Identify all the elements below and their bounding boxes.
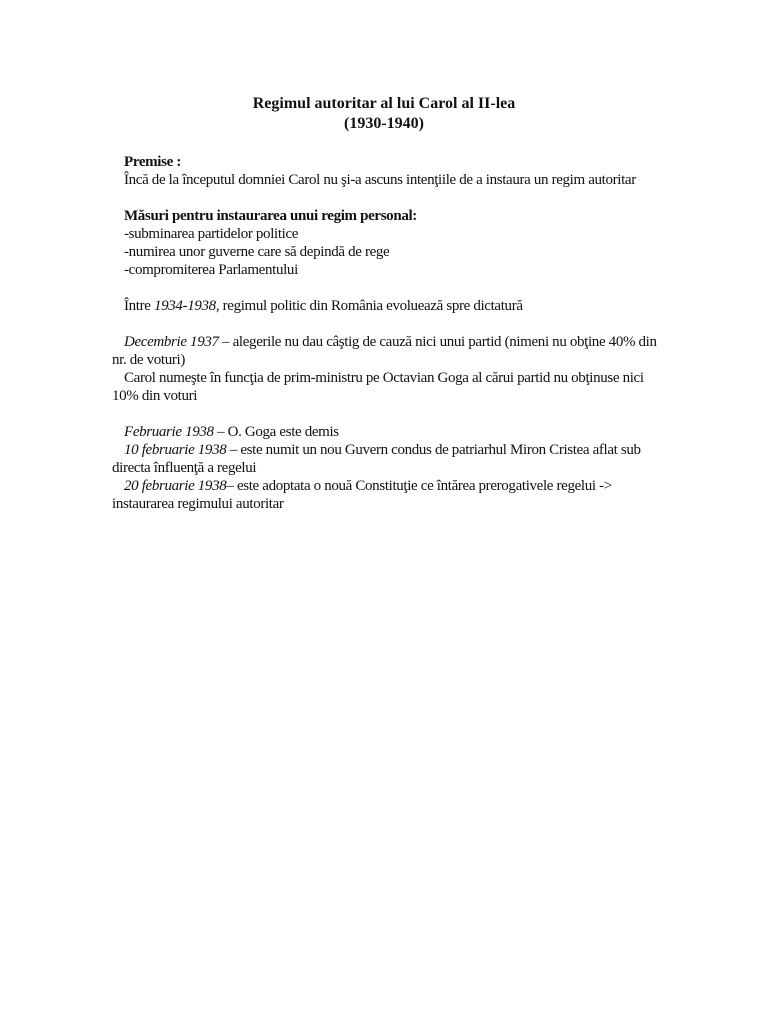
premise-heading: Premise : [124,154,181,170]
spacer [112,405,657,423]
measure-item: -subminarea partidelor politice [124,226,299,242]
spacer [112,315,657,333]
measure-item: -numirea unor guverne care să depindă de rege [124,244,390,260]
feb10-paragraph [112,441,657,477]
feb10-date: 10 februarie 1938 [124,442,227,458]
document-title [0,94,768,134]
evolution-text: , regimul politic din România evoluează spre dictatură [215,298,523,314]
feb1938-date: Februarie 1938 [124,424,214,440]
premise-paragraph: Încă de la începutul domniei Carol nu şi-a ascuns intenţiile de a instaura un regim autoritar [124,172,636,188]
measure-item: -compromiterea Parlamentului [124,262,298,278]
goga-appointment-paragraph: Carol numeşte în funcţia de prim-ministru pe Octavian Goga al cărui partid nu obţinuse nici 10% din voturi [112,370,644,404]
document-body [112,153,657,513]
feb1938-text: – O. Goga este demis [213,424,339,440]
spacer [112,279,657,297]
dec1937-date: Decembrie 1937 [124,334,219,350]
evolution-paragraph [112,297,657,315]
dec1937-text: – alegerile nu dau câştig de cauză nici unui partid (nimeni nu obţine 40% din nr. de voturi) [112,334,657,368]
feb20-text: – este adoptata o nouă Constituţie ce întărea prerogativele regelui -> instaurarea regimului autoritar [112,478,612,512]
feb20-date: 20 februarie 1938 [124,478,227,494]
title-line-1: Regimul autoritar al lui Carol al II-lea [252,95,516,112]
title-line-2: (1930-1940) [344,115,424,132]
feb20-paragraph [112,477,657,513]
feb10-text: – este numit un nou Guvern condus de patriarhul Miron Cristea aflat sub directa înfluenţă a regelui [112,442,641,476]
measures-heading: Măsuri pentru instaurarea unui regim personal: [124,208,417,224]
dec1937-paragraph [112,333,657,369]
evolution-prefix: Între [124,298,154,314]
evolution-years: 1934-1938 [153,298,216,314]
feb1938-paragraph [112,423,657,441]
spacer [112,189,657,207]
